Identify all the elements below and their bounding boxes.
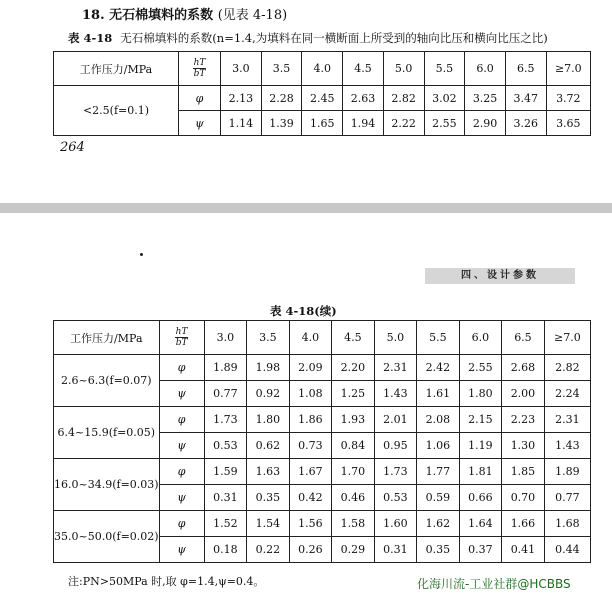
phi-symbol: φ xyxy=(159,355,204,381)
table-cell: 0.18 xyxy=(204,537,247,563)
coefficient-table-1 xyxy=(53,51,591,136)
table1-col-header: 5.0 xyxy=(383,52,424,86)
table-cell: 1.65 xyxy=(302,111,343,136)
table-cell: 1.14 xyxy=(221,111,262,136)
psi-symbol: ψ xyxy=(159,381,204,407)
table-cell: 1.66 xyxy=(502,511,545,537)
table-cell: 1.85 xyxy=(502,459,545,485)
table-cell: 1.93 xyxy=(332,407,375,433)
table-cell: 1.30 xyxy=(502,433,545,459)
table1-pressure-range: <2.5(f=0.1) xyxy=(54,86,179,136)
table2-pressure-range: 2.6~6.3(f=0.07) xyxy=(54,355,160,407)
table-cell: 1.77 xyxy=(417,459,460,485)
table1-col-header: 3.5 xyxy=(261,52,302,86)
table2-col-header: 3.5 xyxy=(247,321,290,355)
table-cell: 0.31 xyxy=(374,537,417,563)
table-cell: 3.65 xyxy=(546,111,590,136)
table-cell: 3.26 xyxy=(505,111,546,136)
table-cell: 2.09 xyxy=(289,355,332,381)
table-row xyxy=(54,86,591,111)
table-cell: 0.66 xyxy=(459,485,502,511)
table-cell: 0.37 xyxy=(459,537,502,563)
table-row xyxy=(54,407,591,433)
table-cell: 2.31 xyxy=(544,407,590,433)
table2-header-ratio: $\frac{hT}{bT}$ xyxy=(159,321,204,355)
table-cell: 0.77 xyxy=(204,381,247,407)
table-cell: 1.62 xyxy=(417,511,460,537)
table-cell: 3.47 xyxy=(505,86,546,111)
table-cell: 2.68 xyxy=(502,355,545,381)
table2-footnote: 注:PN>50MPa 时,取 φ=1.4,ψ=0.4。 xyxy=(68,575,265,588)
table-cell: 1.43 xyxy=(544,433,590,459)
table2-col-header: 6.5 xyxy=(502,321,545,355)
table-cell: 1.98 xyxy=(247,355,290,381)
table-cell: 2.45 xyxy=(302,86,343,111)
table-cell: 2.55 xyxy=(424,111,465,136)
section-table-ref: (见表 4-18) xyxy=(217,8,288,23)
table-cell: 1.06 xyxy=(417,433,460,459)
chapter-banner: 四、设计参数 xyxy=(425,268,575,284)
table-row xyxy=(54,459,591,485)
table-cell: 0.46 xyxy=(332,485,375,511)
table-cell: 2.28 xyxy=(261,86,302,111)
table2-col-header: 5.0 xyxy=(374,321,417,355)
table1-header-row xyxy=(54,52,591,86)
table2-caption: 表 4-18(续) xyxy=(270,304,337,318)
table-cell: 1.68 xyxy=(544,511,590,537)
table1-caption xyxy=(68,30,548,46)
page-divider xyxy=(0,203,612,213)
table-cell: 0.29 xyxy=(332,537,375,563)
table-cell: 2.31 xyxy=(374,355,417,381)
table-cell: 0.42 xyxy=(289,485,332,511)
table1-col-header: ≥7.0 xyxy=(546,52,590,86)
table-cell: 2.23 xyxy=(502,407,545,433)
table-cell: 0.59 xyxy=(417,485,460,511)
table-cell: 0.35 xyxy=(247,485,290,511)
table-cell: 0.95 xyxy=(374,433,417,459)
table1-col-header: 5.5 xyxy=(424,52,465,86)
table-cell: 2.20 xyxy=(332,355,375,381)
table1-header-pressure: 工作压力/MPa xyxy=(54,52,179,86)
table-cell: 1.80 xyxy=(247,407,290,433)
psi-symbol: ψ xyxy=(179,111,221,136)
table2-header-row xyxy=(54,321,591,355)
table-cell: 1.89 xyxy=(204,355,247,381)
table1-caption-text: 无石棉填料的系数(n=1.4,为填料在同一横断面上所受到的轴向比压和横向比压之比) xyxy=(120,31,548,45)
table1-header-ratio: $\frac{hT}{bT}$ xyxy=(179,52,221,86)
table1-col-header: 6.0 xyxy=(465,52,506,86)
watermark-text: 化海川流-工业社群@HCBBS xyxy=(417,577,571,591)
table-cell: 2.01 xyxy=(374,407,417,433)
table2-col-header: ≥7.0 xyxy=(544,321,590,355)
table-cell: 2.82 xyxy=(544,355,590,381)
table-cell: 1.63 xyxy=(247,459,290,485)
table-cell: 1.58 xyxy=(332,511,375,537)
table-cell: 1.86 xyxy=(289,407,332,433)
table-cell: 1.60 xyxy=(374,511,417,537)
table-cell: 2.15 xyxy=(459,407,502,433)
section-title: 18. 无石棉填料的系数 (见表 4-18) xyxy=(82,8,288,23)
table-row xyxy=(54,511,591,537)
table-cell: 2.42 xyxy=(417,355,460,381)
table1-col-header: 3.0 xyxy=(221,52,262,86)
table-cell: 2.00 xyxy=(502,381,545,407)
table-cell: 2.08 xyxy=(417,407,460,433)
table-cell: 2.55 xyxy=(459,355,502,381)
table2-pressure-range: 35.0~50.0(f=0.02) xyxy=(54,511,160,563)
table-cell: 1.19 xyxy=(459,433,502,459)
table1-col-header: 4.5 xyxy=(343,52,384,86)
table-cell: 3.02 xyxy=(424,86,465,111)
phi-symbol: φ xyxy=(159,407,204,433)
table-cell: 0.77 xyxy=(544,485,590,511)
phi-symbol: φ xyxy=(159,511,204,537)
psi-symbol: ψ xyxy=(159,537,204,563)
phi-symbol: φ xyxy=(179,86,221,111)
phi-symbol: φ xyxy=(159,459,204,485)
table2-col-header: 3.0 xyxy=(204,321,247,355)
table-cell: 2.24 xyxy=(544,381,590,407)
table-cell: 1.54 xyxy=(247,511,290,537)
table2-col-header: 4.0 xyxy=(289,321,332,355)
table-cell: 1.73 xyxy=(374,459,417,485)
table-cell: 0.44 xyxy=(544,537,590,563)
table-cell: 1.64 xyxy=(459,511,502,537)
table-cell: 0.92 xyxy=(247,381,290,407)
table-cell: 0.73 xyxy=(289,433,332,459)
table-cell: 0.35 xyxy=(417,537,460,563)
table-cell: 2.82 xyxy=(383,86,424,111)
table-cell: 0.84 xyxy=(332,433,375,459)
table-cell: 1.25 xyxy=(332,381,375,407)
table-cell: 2.90 xyxy=(465,111,506,136)
table2-pressure-range: 16.0~34.9(f=0.03) xyxy=(54,459,160,511)
table-cell: 1.70 xyxy=(332,459,375,485)
table2-col-header: 6.0 xyxy=(459,321,502,355)
table-cell: 0.70 xyxy=(502,485,545,511)
table-cell: 2.63 xyxy=(343,86,384,111)
table-cell: 1.67 xyxy=(289,459,332,485)
table-cell: 1.61 xyxy=(417,381,460,407)
table-cell: 1.59 xyxy=(204,459,247,485)
table-cell: 1.89 xyxy=(544,459,590,485)
coefficient-table-2 xyxy=(53,320,591,563)
table-cell: 1.43 xyxy=(374,381,417,407)
psi-symbol: ψ xyxy=(159,433,204,459)
table-cell: 1.80 xyxy=(459,381,502,407)
table-cell: 1.56 xyxy=(289,511,332,537)
table-cell: 1.52 xyxy=(204,511,247,537)
table-cell: 2.22 xyxy=(383,111,424,136)
table-cell: 3.72 xyxy=(546,86,590,111)
table2-header-pressure: 工作压力/MPa xyxy=(54,321,160,355)
table-cell: 1.94 xyxy=(343,111,384,136)
table-cell: 0.41 xyxy=(502,537,545,563)
table1-col-header: 4.0 xyxy=(302,52,343,86)
table2-pressure-range: 6.4~15.9(f=0.05) xyxy=(54,407,160,459)
table-cell: 1.39 xyxy=(261,111,302,136)
table-cell: 1.81 xyxy=(459,459,502,485)
table2-col-header: 5.5 xyxy=(417,321,460,355)
table1-col-header: 6.5 xyxy=(505,52,546,86)
table-cell: 0.22 xyxy=(247,537,290,563)
psi-symbol: ψ xyxy=(159,485,204,511)
table-cell: 3.25 xyxy=(465,86,506,111)
table-cell: 0.31 xyxy=(204,485,247,511)
page-number: 264 xyxy=(60,140,85,155)
table-cell: 2.13 xyxy=(221,86,262,111)
table-cell: 0.53 xyxy=(204,433,247,459)
table-cell: 0.62 xyxy=(247,433,290,459)
stray-dot xyxy=(140,253,143,256)
table-row xyxy=(54,355,591,381)
table1-label: 表 4-18 xyxy=(68,31,113,45)
table-cell: 1.73 xyxy=(204,407,247,433)
table-cell: 0.53 xyxy=(374,485,417,511)
table2-col-header: 4.5 xyxy=(332,321,375,355)
table-cell: 1.08 xyxy=(289,381,332,407)
table-cell: 0.26 xyxy=(289,537,332,563)
